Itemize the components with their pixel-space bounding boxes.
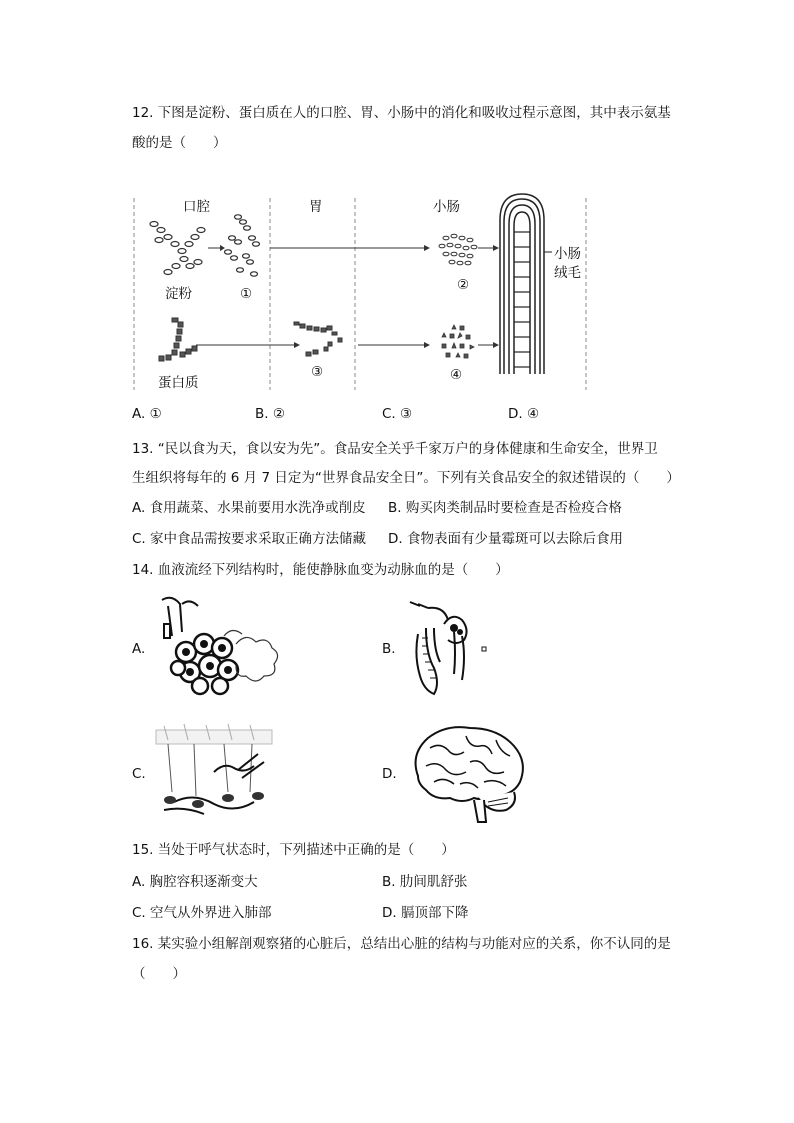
q14-stem: 14. 血液流经下列结构时，能使静脉血变为动脉血的是（ ） (132, 562, 509, 578)
q12-stem-line1: 12. 下图是淀粉、蛋白质在人的口腔、胃、小肠中的消化和吸收过程示意图，其中表示氨基 (132, 105, 671, 121)
marker-2: ② (457, 277, 470, 293)
q12-option-d[interactable]: D. ④ (508, 406, 540, 422)
label-intestine: 小肠 (433, 199, 460, 215)
q13-option-b[interactable]: B. 购买肉类制品时要检查是否检疫合格 (388, 500, 622, 516)
q13-stem-line2: 生组织将每年的 6 月 7 日定为“世界食品安全日”。下列有关食品安全的叙述错误的（ ） (132, 470, 680, 486)
digestion-diagram (128, 192, 608, 397)
q13-option-a[interactable]: A. 食用蔬菜、水果前要用水洗净或削皮 (132, 500, 366, 516)
label-stomach: 胃 (309, 199, 323, 215)
q13-option-c[interactable]: C. 家中食品需按要求采取正确方法储藏 (132, 531, 367, 547)
q14-option-a[interactable]: A. (132, 641, 146, 657)
maltose-fragments-icon (225, 215, 260, 276)
q15-stem: 15. 当处于呼气状态时，下列描述中正确的是（ ） (132, 842, 455, 858)
q13-stem-line1: 13. “民以食为天，食以安为先”。食品安全关乎千家万户的身体健康和生命安全，世界卫 (132, 441, 658, 457)
q14-option-c[interactable]: C. (132, 766, 146, 782)
intestinal-villus-icon (500, 194, 544, 374)
label-protein: 蛋白质 (158, 375, 199, 391)
polypeptide-fragments-icon (294, 322, 342, 356)
villus-capillary-rungs (514, 232, 530, 367)
skin-cross-section-picture (154, 722, 278, 822)
q12-option-c[interactable]: C. ③ (382, 406, 413, 422)
lung-alveoli-picture (152, 592, 284, 696)
q14-option-d[interactable]: D. (382, 766, 397, 782)
nephron-picture (404, 594, 494, 698)
marker-3: ③ (311, 364, 324, 380)
q12-stem-line2: 酸的是（ ） (132, 135, 227, 151)
q15-option-c[interactable]: C. 空气从外界进入肺部 (132, 905, 272, 921)
label-villus-line1: 小肠 (554, 246, 581, 262)
amino-acids-icon (442, 325, 474, 358)
brain-picture (404, 718, 534, 828)
marker-4: ④ (450, 367, 463, 383)
glucose-cluster-icon (439, 234, 477, 265)
protein-molecule-icon (159, 318, 197, 361)
q14-option-b[interactable]: B. (382, 641, 396, 657)
starch-molecule-icon (150, 222, 205, 275)
marker-1: ① (240, 286, 253, 302)
q12-option-a[interactable]: A. ① (132, 406, 162, 422)
q16-stem-line2: （ ） (132, 966, 186, 982)
q16-stem-line1: 16. 某实验小组解剖观察猪的心脏后，总结出心脏的结构与功能对应的关系，你不认同的是 (132, 936, 671, 952)
label-starch: 淀粉 (165, 286, 192, 302)
q12-option-b[interactable]: B. ② (255, 406, 285, 422)
q15-option-b[interactable]: B. 肋间肌舒张 (382, 874, 468, 890)
label-mouth: 口腔 (183, 199, 210, 215)
q15-option-a[interactable]: A. 胸腔容积逐渐变大 (132, 874, 258, 890)
label-villus-line2: 绒毛 (554, 265, 581, 281)
q15-option-d[interactable]: D. 膈顶部下降 (382, 905, 469, 921)
q13-option-d[interactable]: D. 食物表面有少量霉斑可以去除后食用 (388, 531, 623, 547)
